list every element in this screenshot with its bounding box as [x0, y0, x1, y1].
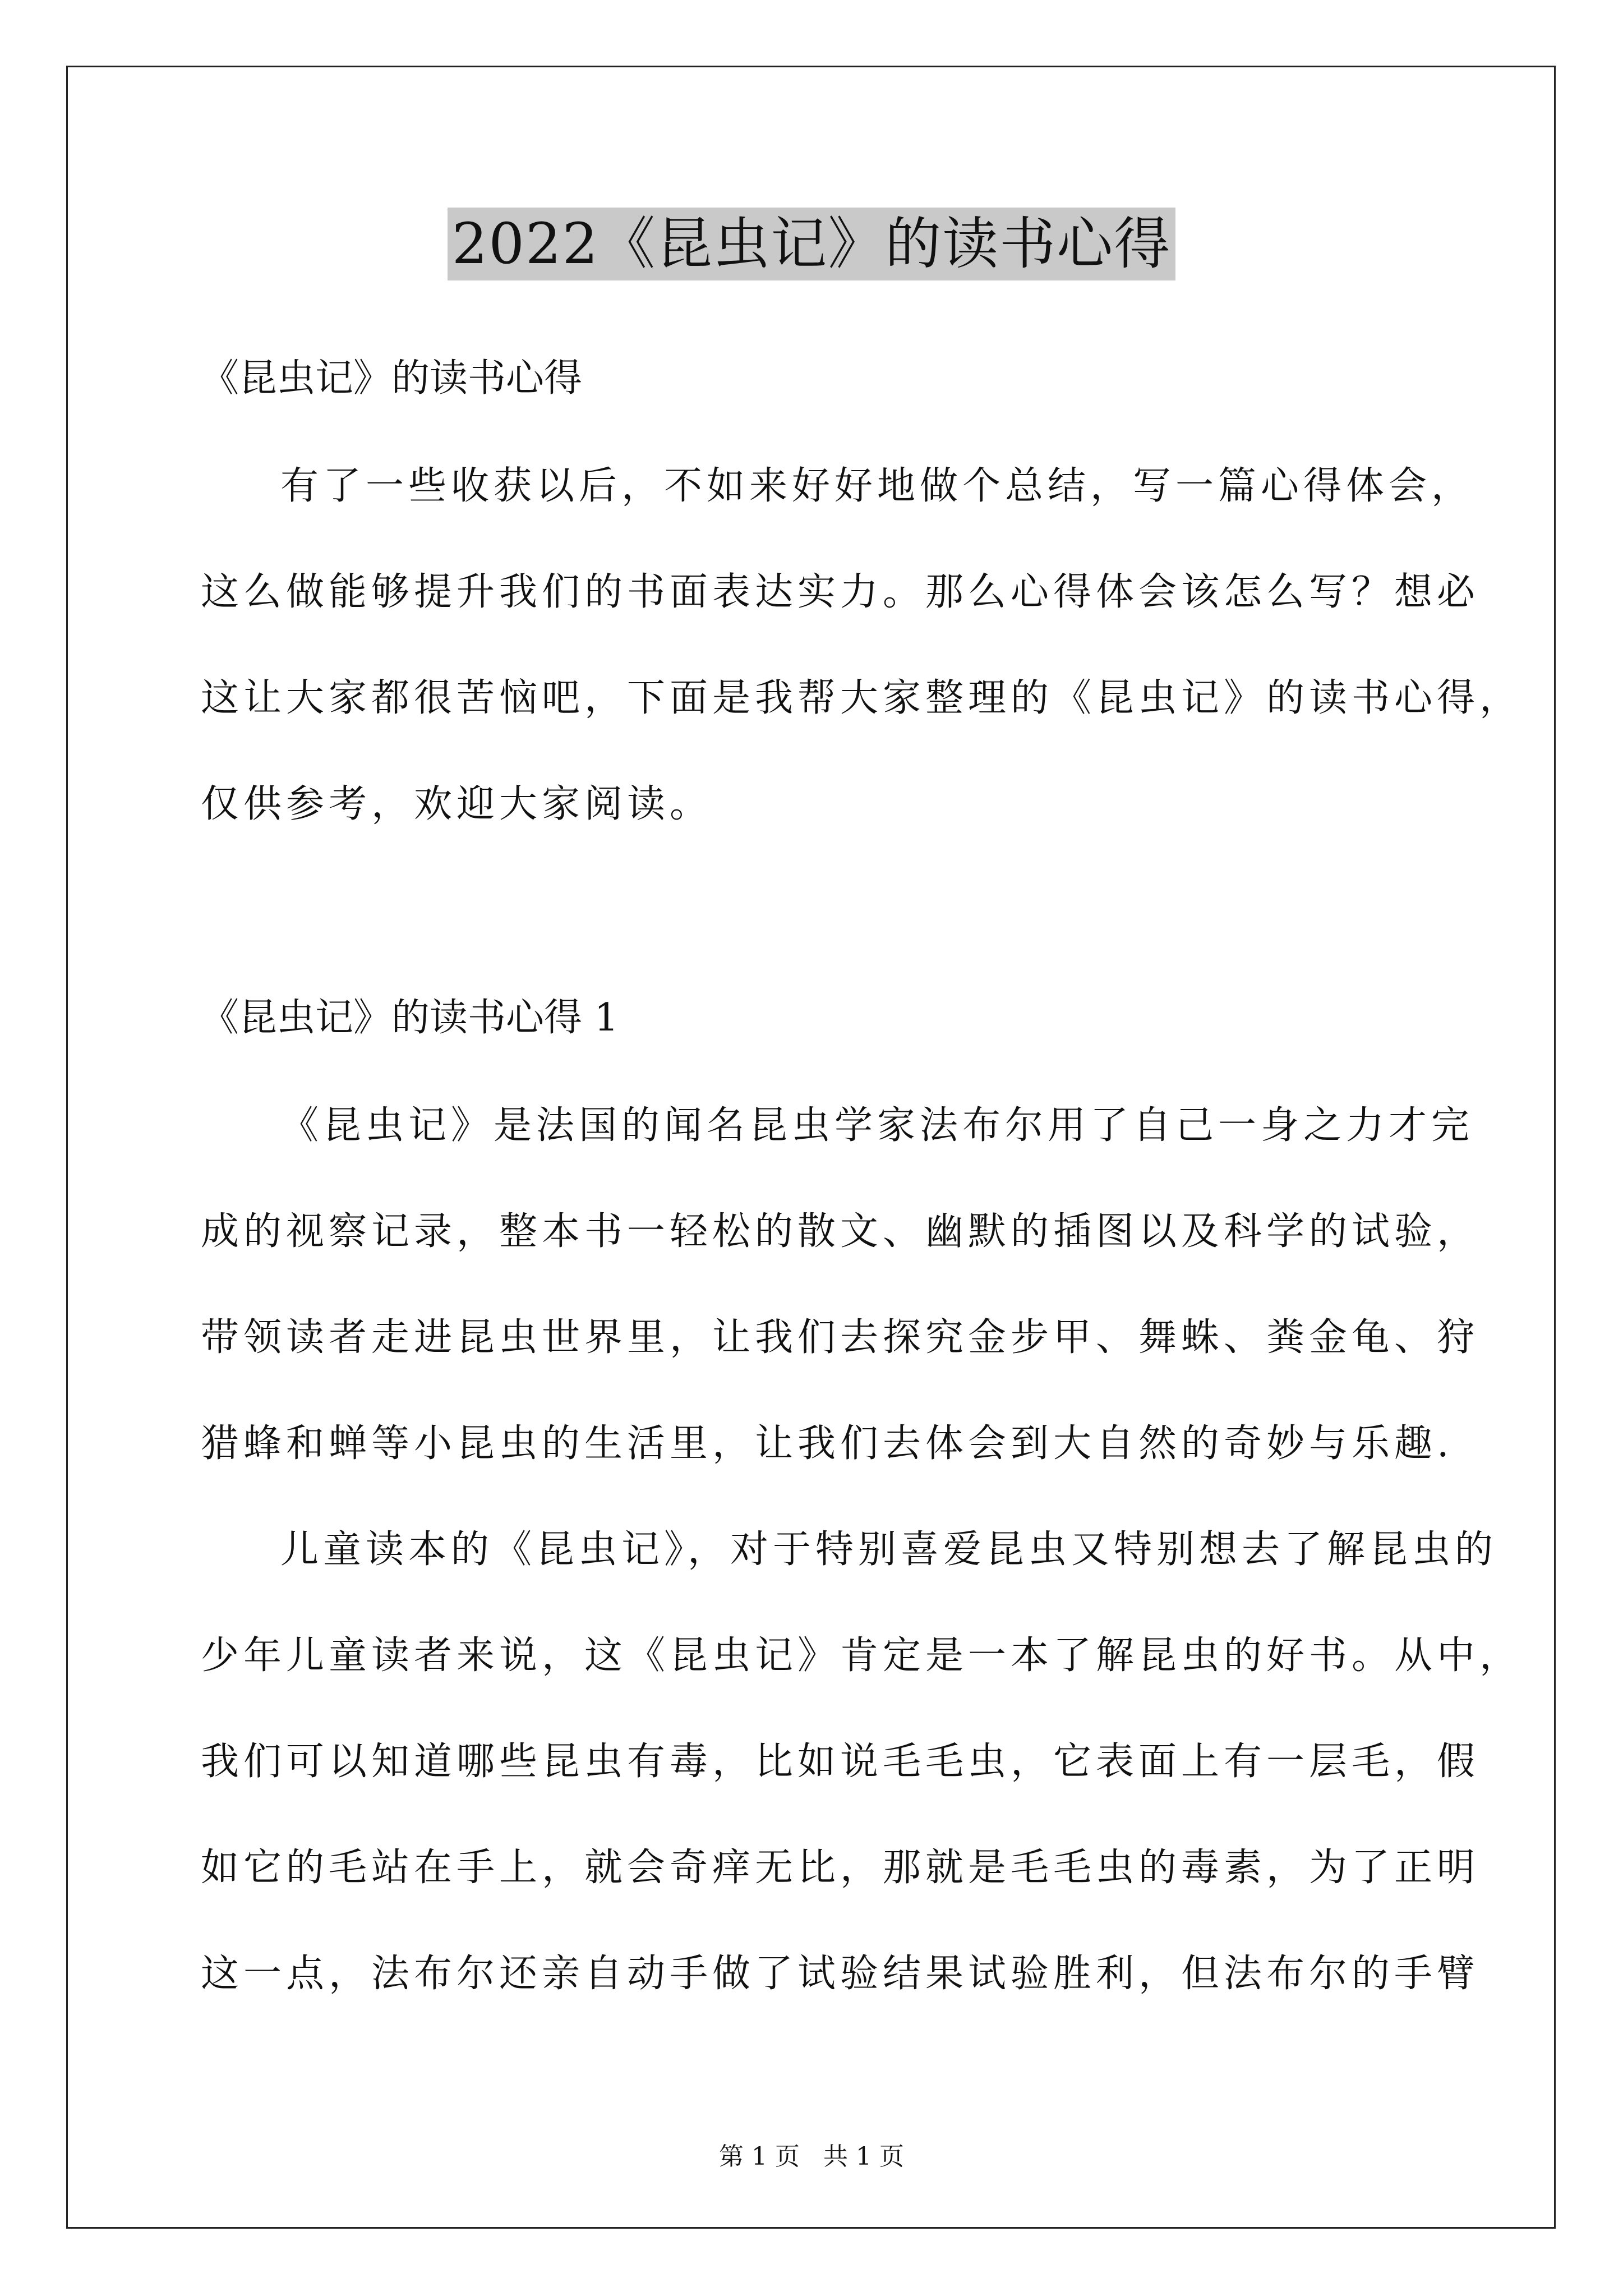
para1-line-2: 成的视察记录，整本书一轻松的散文、幽默的插图以及科学的试验，: [201, 1209, 1480, 1254]
para1-line-4: 猎蜂和蝉等小昆虫的生活里，让我们去体会到大自然的奇妙与乐趣.: [201, 1421, 1454, 1466]
intro-heading: 《昆虫记》的读书心得: [201, 356, 583, 401]
document-title: 2022《昆虫记》的读书心得: [448, 208, 1176, 280]
title-container: [0, 208, 1623, 280]
intro-line-4: 仅供参考，欢迎大家阅读。: [201, 782, 713, 826]
page-footer: 第 1 页 共 1 页: [719, 2142, 904, 2171]
para2-line-1: 儿童读本的《昆虫记》，对于特别喜爱昆虫又特别想去了解昆虫的: [280, 1527, 1498, 1572]
para1-line-3: 带领读者走进昆虫世界里，让我们去探究金步甲、舞蛛、粪金龟、狩: [201, 1315, 1480, 1360]
para2-line-3: 我们可以知道哪些昆虫有毒，比如说毛毛虫，它表面上有一层毛，假: [201, 1740, 1480, 1784]
intro-line-3: 这让大家都很苦恼吧，下面是我帮大家整理的《昆虫记》的读书心得，: [201, 676, 1523, 720]
para2-line-2: 少年儿童读者来说，这《昆虫记》肯定是一本了解昆虫的好书。从中，: [201, 1634, 1523, 1678]
section-1-heading: 《昆虫记》的读书心得 1: [201, 996, 619, 1040]
intro-line-2: 这么做能够提升我们的书面表达实力。那么心得体会该怎么写？想必: [201, 570, 1480, 614]
para1-line-1: 《昆虫记》是法国的闻名昆虫学家法布尔用了自己一身之力才完: [280, 1103, 1474, 1148]
para2-line-4: 如它的毛站在手上，就会奇痒无比，那就是毛毛虫的毒素，为了正明: [201, 1846, 1480, 1890]
para2-line-5: 这一点，法布尔还亲自动手做了试验结果试验胜利，但法布尔的手臂: [201, 1952, 1480, 1996]
intro-line-1: 有了一些收获以后，不如来好好地做个总结，写一篇心得体会，: [280, 464, 1474, 508]
